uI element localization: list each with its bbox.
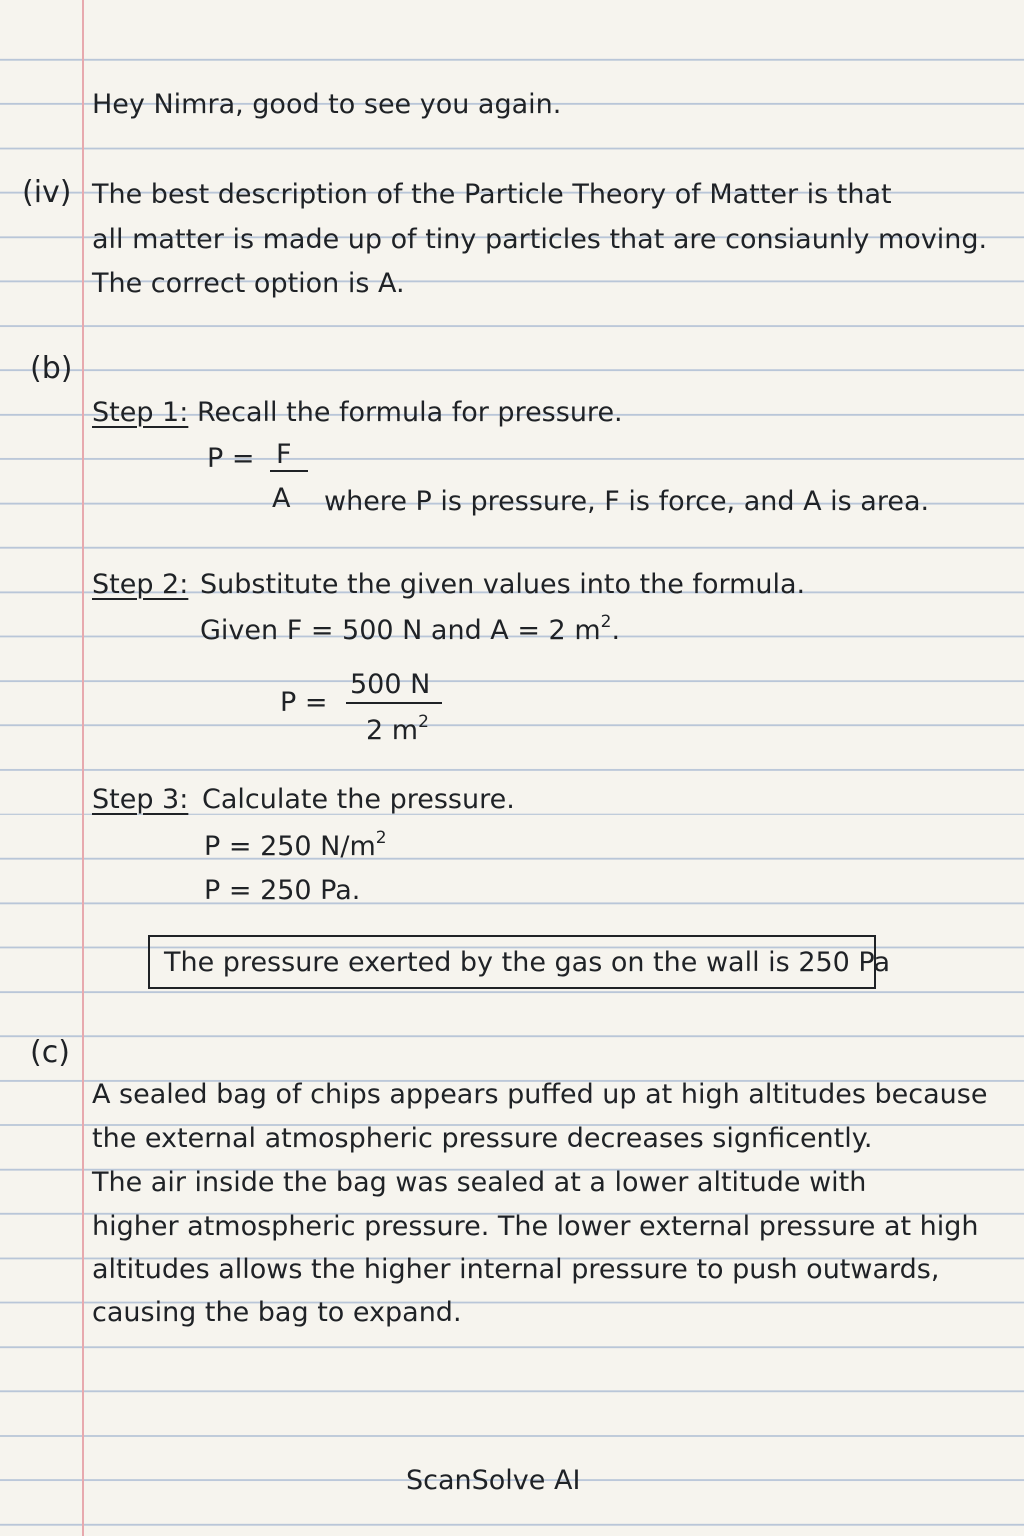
part-iv-line-2: all matter is made up of tiny particles that are consiaunly moving. <box>92 224 988 255</box>
part-c-line-2: the external atmospheric pressure decreases signficently. <box>92 1123 873 1154</box>
part-iv-line-3: The correct option is A. <box>92 268 405 299</box>
part-c-label: (c) <box>30 1035 70 1070</box>
part-iv-label: (iv) <box>22 175 72 210</box>
part-c-line-1: A sealed bag of chips appears puffed up at high altitudes because <box>92 1079 988 1110</box>
step-2-given: Given F = 500 N and A = 2 $m^2$. <box>200 612 621 646</box>
step-1-fraction-bar <box>270 470 308 472</box>
step-1-denominator: A <box>272 483 291 514</box>
footer-brand: ScanSolve AI <box>406 1465 581 1496</box>
step-3-line-2: P = 250 Pa. <box>204 875 361 906</box>
part-c-line-6: causing the bag to expand. <box>92 1297 462 1328</box>
part-c-line-5: altitudes allows the higher internal pressure to push outwards, <box>92 1254 940 1285</box>
step-1-text: Recall the formula for pressure. <box>197 397 623 428</box>
step-2-formula-lhs: P = <box>280 687 328 718</box>
step-2-label: Step 2: <box>92 569 189 600</box>
step-2-numerator: 500 N <box>350 669 431 700</box>
step-3-label: Step 3: <box>92 784 189 815</box>
step-3-line-1: P = 250 $N/m^2$ <box>204 828 387 862</box>
greeting: Hey Nimra, good to see you again. <box>92 89 562 120</box>
step-2-denominator: 2 $m^2$ <box>366 712 429 746</box>
step-1-where: where P is pressure, F is force, and A is area. <box>324 486 930 517</box>
part-c-line-4: higher atmospheric pressure. The lower external pressure at high <box>92 1211 979 1242</box>
step-2-fraction-bar <box>346 702 442 704</box>
step-3-text: Calculate the pressure. <box>202 784 515 815</box>
margin-line <box>82 0 84 1536</box>
step-1-label: Step 1: <box>92 397 189 428</box>
step-1-formula-lhs: P = <box>207 443 255 474</box>
part-iv-line-1: The best description of the Particle Theory of Matter is that <box>92 179 892 210</box>
answer-text: The pressure exerted by the gas on the wall is 250 Pa <box>164 947 891 978</box>
step-2-text: Substitute the given values into the formula. <box>200 569 806 600</box>
part-b-label: (b) <box>30 351 73 386</box>
part-c-line-3: The air inside the bag was sealed at a lower altitude with <box>92 1167 867 1198</box>
step-1-numerator: F <box>276 439 292 470</box>
